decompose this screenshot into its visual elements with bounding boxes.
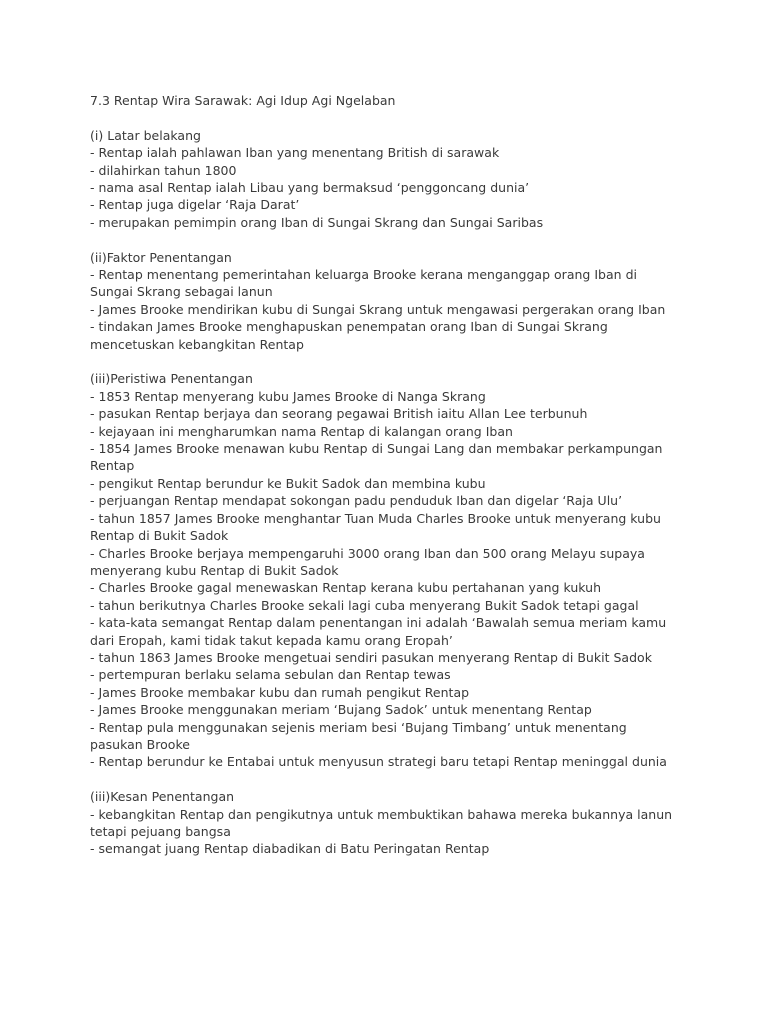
- section-list: [90, 806, 710, 858]
- list-item: - James Brooke mendirikan kubu di Sungai Skrang untuk mengawasi pergerakan orang Iban: [90, 301, 666, 317]
- list-item: - James Brooke membakar kubu dan rumah pengikut Rentap: [90, 684, 470, 700]
- blank-line: [90, 771, 710, 788]
- list-item: Sungai Skrang sebagai lanun: [90, 284, 273, 300]
- section-list: [90, 144, 710, 231]
- blank-line: [90, 109, 710, 126]
- section-heading: (iii)Peristiwa Penentangan: [90, 371, 253, 387]
- list-item: - semangat juang Rentap diabadikan di Batu Peringatan Rentap: [90, 841, 490, 857]
- section-heading: (i) Latar belakang: [90, 127, 201, 143]
- section-heading: (ii)Faktor Penentangan: [90, 249, 232, 265]
- list-item: - Charles Brooke gagal menewaskan Rentap kerana kubu pertahanan yang kukuh: [90, 580, 601, 596]
- list-item: - Rentap menentang pemerintahan keluarga Brooke kerana menganggap orang Iban di: [90, 267, 637, 283]
- list-item: Rentap: [90, 458, 135, 474]
- list-item: - Rentap juga digelar ‘Raja Darat’: [90, 197, 300, 213]
- list-item: - Rentap pula menggunakan sejenis meriam besi ‘Bujang Timbang’ untuk menentang: [90, 719, 627, 735]
- list-item: Rentap di Bukit Sadok: [90, 528, 229, 544]
- list-item: - merupakan pemimpin orang Iban di Sungai Skrang dan Sungai Saribas: [90, 214, 544, 230]
- list-item: - tahun 1857 James Brooke menghantar Tuan Muda Charles Brooke untuk menyerang kubu: [90, 510, 661, 526]
- list-item: - dilahirkan tahun 1800: [90, 162, 237, 178]
- section-heading: (iii)Kesan Penentangan: [90, 789, 235, 805]
- list-item: tetapi pejuang bangsa: [90, 824, 231, 839]
- list-item: - tahun berikutnya Charles Brooke sekali lagi cuba menyerang Bukit Sadok tetapi gagal: [90, 597, 639, 613]
- list-item: mencetuskan kebangkitan Rentap: [90, 336, 304, 352]
- list-item: - nama asal Rentap ialah Libau yang bermaksud ‘penggoncang dunia’: [90, 180, 530, 196]
- list-item: - 1853 Rentap menyerang kubu James Brooke di Nanga Skrang: [90, 388, 486, 404]
- list-item: - James Brooke menggunakan meriam ‘Bujang Sadok’ untuk menentang Rentap: [90, 702, 592, 718]
- list-item: - pasukan Rentap berjaya dan seorang pegawai British iaitu Allan Lee terbunuh: [90, 406, 588, 422]
- section-kesan-penentangan: [90, 788, 710, 858]
- section-list: [90, 388, 710, 771]
- list-item: - Charles Brooke berjaya mempengaruhi 3000 orang Iban dan 500 orang Melayu supaya: [90, 545, 645, 561]
- list-item: - kejayaan ini mengharumkan nama Rentap di kalangan orang Iban: [90, 423, 513, 439]
- section-faktor-penentangan: [90, 249, 710, 353]
- blank-line: [90, 231, 710, 248]
- list-item: - Rentap ialah pahlawan Iban yang menentang British di sarawak: [90, 145, 500, 161]
- section-list: [90, 266, 710, 353]
- document-page: [90, 92, 710, 858]
- list-item: - pengikut Rentap berundur ke Bukit Sadok dan membina kubu: [90, 475, 486, 491]
- list-item: - tindakan James Brooke menghapuskan penempatan orang Iban di Sungai Skrang: [90, 319, 608, 335]
- document-title: 7.3 Rentap Wira Sarawak: Agi Idup Agi Ngelaban: [90, 93, 396, 108]
- section-peristiwa-penentangan: [90, 370, 710, 770]
- list-item: - kebangkitan Rentap dan pengikutnya untuk membuktikan bahawa mereka bukannya lanun: [90, 806, 673, 822]
- list-item: pasukan Brooke: [90, 736, 190, 752]
- list-item: - Rentap berundur ke Entabai untuk menyusun strategi baru tetapi Rentap meninggal dunia: [90, 754, 667, 770]
- list-item: menyerang kubu Rentap di Bukit Sadok: [90, 562, 339, 578]
- list-item: - pertempuran berlaku selama sebulan dan Rentap tewas: [90, 667, 451, 683]
- list-item: dari Eropah, kami tidak takut kepada kamu orang Eropah’: [90, 632, 453, 648]
- section-latar-belakang: [90, 127, 710, 231]
- blank-line: [90, 353, 710, 370]
- list-item: - 1854 James Brooke menawan kubu Rentap di Sungai Lang dan membakar perkampungan: [90, 441, 663, 457]
- list-item: - tahun 1863 James Brooke mengetuai sendiri pasukan menyerang Rentap di Bukit Sadok: [90, 649, 652, 665]
- list-item: - perjuangan Rentap mendapat sokongan padu penduduk Iban dan digelar ‘Raja Ulu’: [90, 493, 623, 509]
- list-item: - kata-kata semangat Rentap dalam penentangan ini adalah ‘Bawalah semua meriam kamu: [90, 615, 667, 631]
